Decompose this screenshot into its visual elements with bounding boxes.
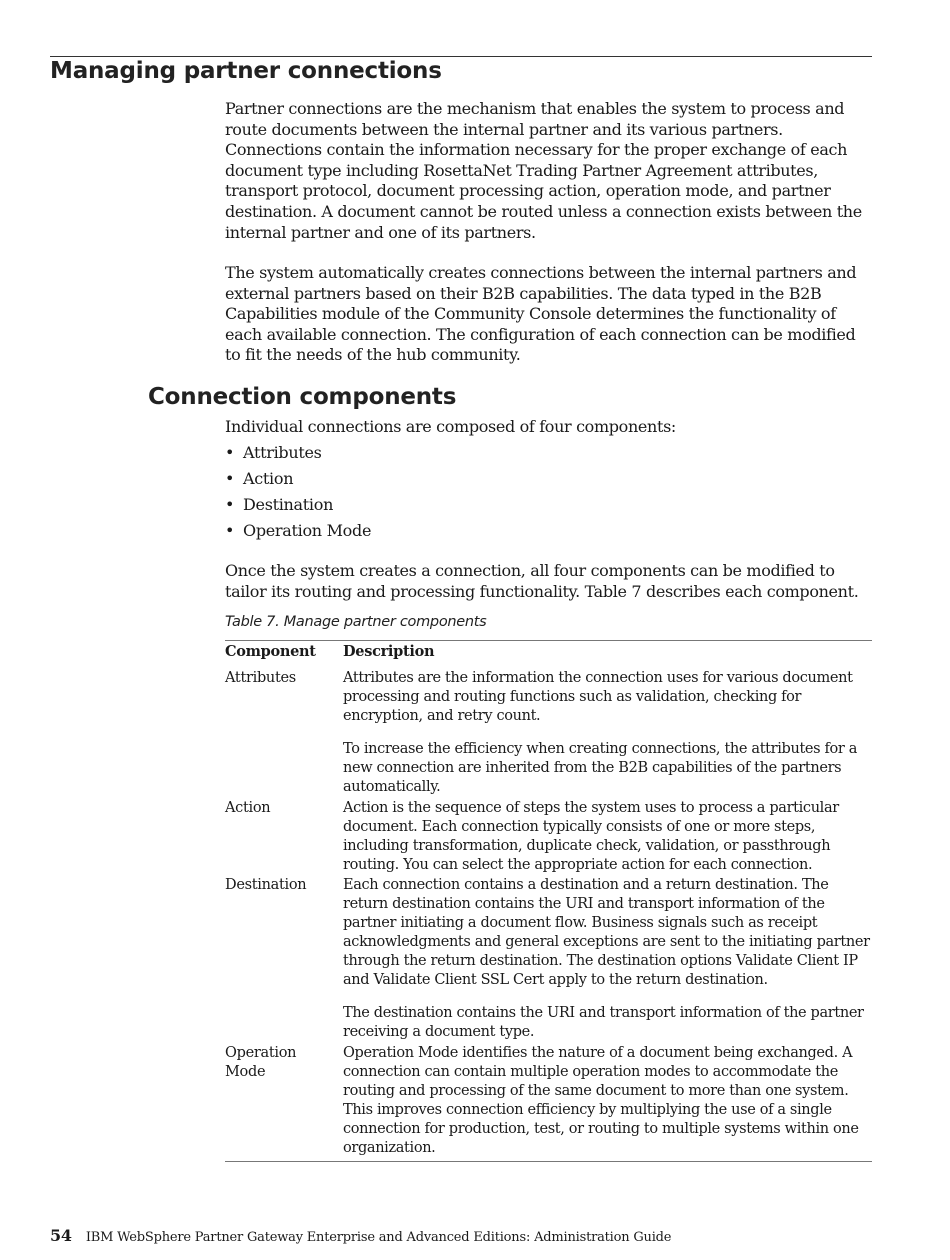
page-heading: Managing partner connections: [50, 58, 442, 84]
table-bottom-rule: [225, 1161, 872, 1162]
table-header-description: Description: [343, 643, 435, 660]
list-item: • Operation Mode: [225, 520, 371, 546]
table-header-component: Component: [225, 643, 316, 660]
table-top-rule: [225, 640, 872, 641]
table-cell-component: Destination: [225, 877, 307, 893]
list-item: • Action: [225, 468, 371, 494]
description-paragraph: Each connection contains a destination and a return destination. The return destination contains the URI and transport information of the partner initiating a document flow. Business signals such as receipt acknowledgments and general exceptions are sent to the initiating partner through the return destination. The destination options Validate Client IP and Validate Client SSL Cert apply to the return destination.: [343, 877, 870, 988]
table-cell-description: [343, 799, 875, 875]
intro-paragraph-2: The system automatically creates connections between the internal partners and external partners based on their B2B capabilities. The data typed in the B2B Capabilities module of the Community Console determines the functionality of each available connection. The configuration of each connection can be modified to fit the needs of the hub community.: [225, 263, 857, 365]
description-paragraph: The destination contains the URI and transport information of the partner receiving a document type.: [343, 1005, 864, 1040]
description-paragraph: Attributes are the information the connection uses for various document processing and routing functions such as validation, checking for encryption, and retry count.: [343, 670, 853, 724]
description-paragraph: Action is the sequence of steps the system uses to process a particular document. Each connection typically consists of one or more steps, including transformation, duplicate check, validation, or passthrough routing. You can select the appropriate action for each connection.: [343, 800, 839, 873]
page-number: 54: [50, 1226, 72, 1245]
table-cell-description: [343, 1044, 875, 1158]
components-intro: Individual connections are composed of four components:: [225, 417, 676, 436]
list-item: • Attributes: [225, 442, 371, 468]
components-list: [225, 442, 371, 546]
table-cell-component: Attributes: [225, 670, 296, 686]
table-cell-description: [343, 669, 875, 797]
top-rule: [50, 56, 872, 57]
section-heading: Connection components: [148, 384, 457, 410]
description-paragraph: To increase the efficiency when creating connections, the attributes for a new connection are inherited from the B2B capabilities of the partners automatically.: [343, 741, 858, 795]
table-cell-description: [343, 876, 875, 1042]
intro-paragraph-1: Partner connections are the mechanism that enables the system to process and route documents between the internal partner and its various partners. Connections contain the information necessary for the proper exchange of each document type including RosettaNet Trading Partner Agreement attributes, transport protocol, document processing action, operation mode, and partner destination. A document cannot be routed unless a connection exists between the internal partner and one of its partners.: [225, 99, 862, 242]
description-paragraph: Operation Mode identifies the nature of a document being exchanged. A connection can contain multiple operation modes to accommodate the routing and processing of the same document to more than one system. This improves connection efficiency by multiplying the use of a single connection for production, test, or routing to multiple systems within one organization.: [343, 1045, 859, 1156]
table-cell-component: Operation Mode: [225, 1045, 297, 1080]
table-caption: Table 7. Manage partner components: [225, 614, 487, 630]
components-outro: Once the system creates a connection, all four components can be modified to tailor its routing and processing functionality. Table 7 describes each component.: [225, 561, 859, 601]
table-cell-component: Action: [225, 800, 271, 816]
list-item: • Destination: [225, 494, 371, 520]
page-footer: [50, 1226, 671, 1245]
book-title: IBM WebSphere Partner Gateway Enterprise and Advanced Editions: Administration Guide: [85, 1230, 672, 1245]
